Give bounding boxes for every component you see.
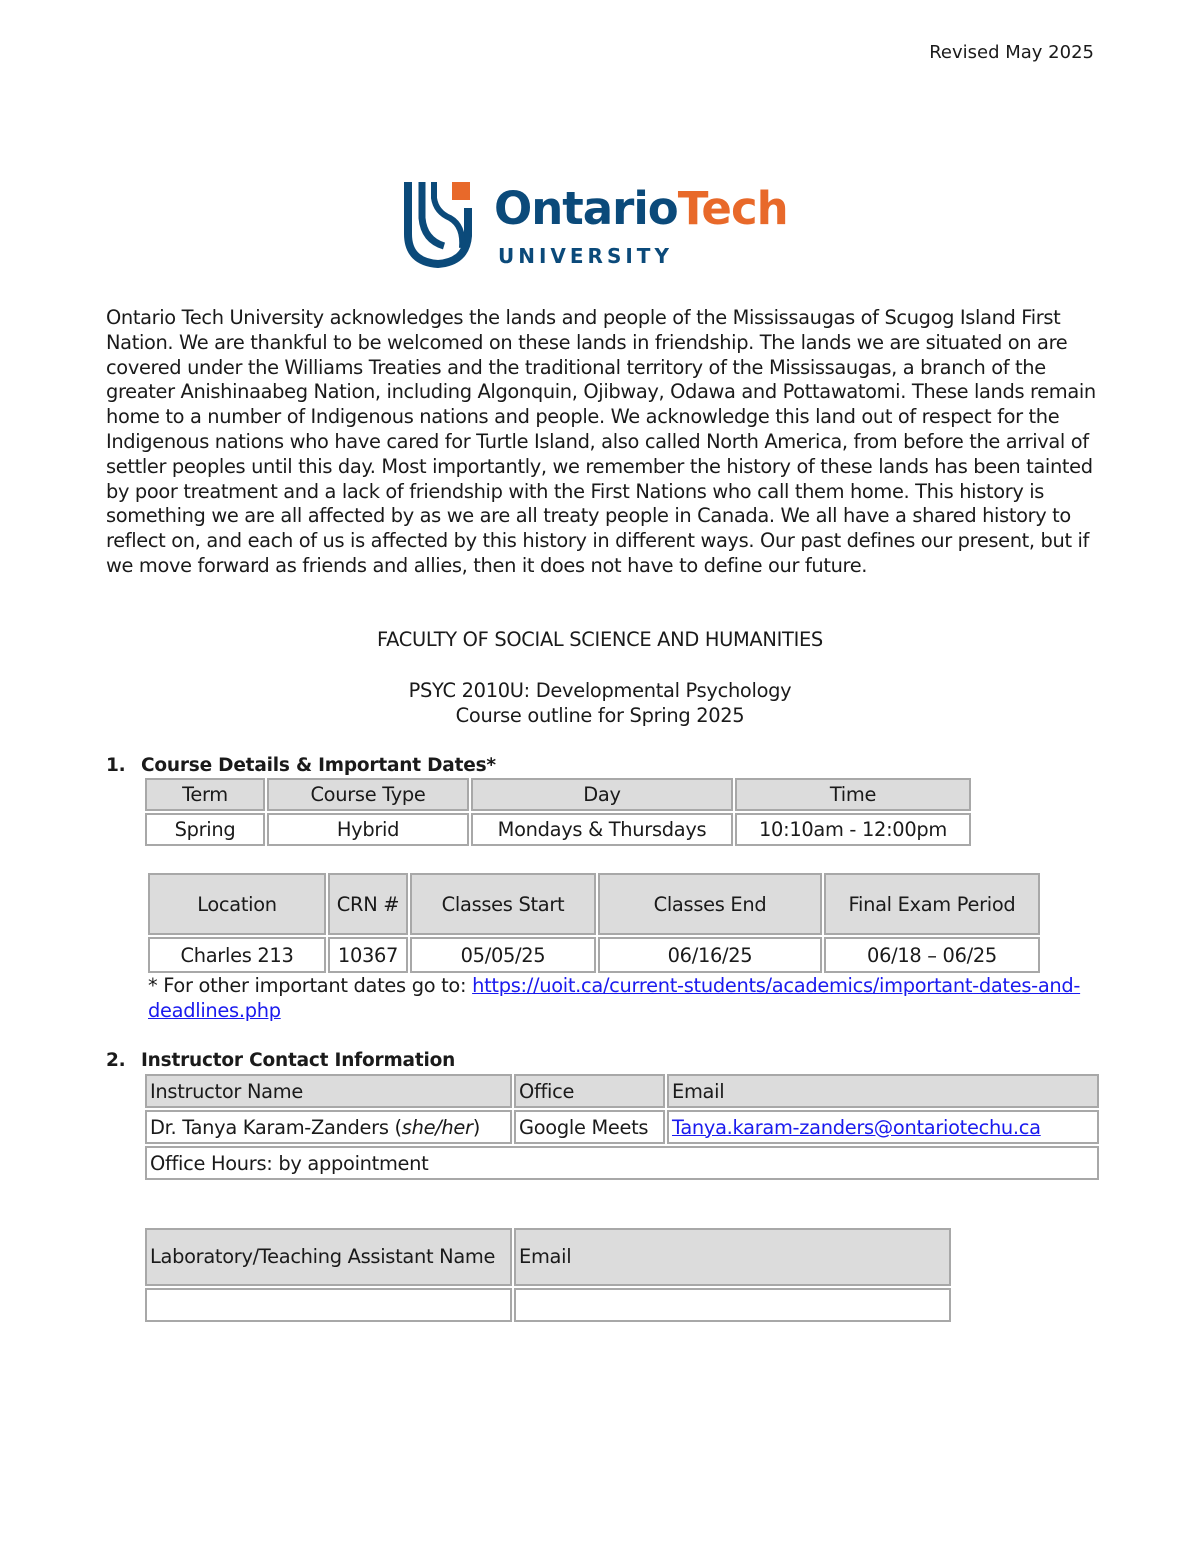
course-outline-term: Course outline for Spring 2025 <box>455 703 745 727</box>
header-email: Email <box>667 1074 1099 1108</box>
section-1-number: 1. <box>106 755 126 776</box>
course-code-title: PSYC 2010U: Developmental Psychology <box>408 679 792 702</box>
header-classes-start: Classes Start <box>410 873 596 935</box>
cell-ta-name <box>145 1288 512 1322</box>
section-2-number: 2. <box>106 1050 126 1071</box>
header-instructor-name: Instructor Name <box>145 1074 512 1108</box>
logo-word-tech: Tech <box>677 182 788 235</box>
revised-date: Revised May 2025 <box>929 42 1094 63</box>
section-1-heading <box>106 755 496 776</box>
instructor-pronouns: she/her <box>401 1115 473 1139</box>
cell-office-hours: Office Hours: by appointment <box>145 1146 1099 1180</box>
header-location: Location <box>148 873 326 935</box>
cell-email <box>667 1110 1099 1144</box>
course-location-dates-table <box>146 871 1042 975</box>
header-office: Office <box>514 1074 665 1108</box>
cell-classes-end: 06/16/25 <box>598 937 822 973</box>
header-ta-email: Email <box>514 1228 951 1286</box>
cell-time: 10:10am - 12:00pm <box>735 813 971 846</box>
header-day: Day <box>471 778 733 811</box>
header-course-type: Course Type <box>267 778 469 811</box>
header-time: Time <box>735 778 971 811</box>
cell-location: Charles 213 <box>148 937 326 973</box>
ontario-tech-logo <box>404 178 804 273</box>
header-final-exam: Final Exam Period <box>824 873 1040 935</box>
note-prefix: * For other important dates go to: <box>148 974 473 997</box>
land-acknowledgement: Ontario Tech University acknowledges the lands and people of the Mississaugas of Scugog Island First Nation. We are thankful to be welcomed on these lands in friendship. The lands we are situated on are covered under the Williams Treaties and the traditional territory of the Mississaugas, a branch of the greater Anishinaabeg Nation, including Algonquin, Ojibway, Odawa and Pottawatomi. These lands remain home to a number of Indigenous nations and people. We acknowledge this land out of respect for the Indigenous nations who have cared for Turtle Island, also called North America, from before the arrival of settler peoples until this day. Most importantly, we remember the history of these lands has been tainted by poor treatment and a lack of friendship with the First Nations who call them home. This history is something we are all affected by as we are all treaty people in Canada. We all have a shared history to reflect on, and each of us is affected by this history in different ways. Our past defines our present, but if we move forward as friends and allies, then it does not have to define our future. <box>106 306 1096 577</box>
header-classes-end: Classes End <box>598 873 822 935</box>
ontario-tech-shield-icon <box>404 178 476 270</box>
logo-university: UNIVERSITY <box>498 244 673 268</box>
instructor-contact-table <box>143 1072 1101 1182</box>
cell-term: Spring <box>145 813 265 846</box>
section-2-heading <box>106 1050 455 1071</box>
header-ta-name: Laboratory/Teaching Assistant Name <box>145 1228 512 1286</box>
cell-crn: 10367 <box>328 937 408 973</box>
course-title-block <box>0 679 1200 728</box>
cell-final-exam: 06/18 – 06/25 <box>824 937 1040 973</box>
header-crn: CRN # <box>328 873 408 935</box>
header-term: Term <box>145 778 265 811</box>
faculty-name: FACULTY OF SOCIAL SCIENCE AND HUMANITIES <box>377 628 823 651</box>
section-1-title: Course Details & Important Dates* <box>141 755 496 776</box>
instructor-email-link[interactable]: Tanya.karam-zanders@ontariotechu.ca <box>672 1115 1041 1139</box>
important-dates-note <box>148 973 1098 1023</box>
cell-office: Google Meets <box>514 1110 665 1144</box>
cell-instructor-name <box>145 1110 512 1144</box>
course-details-table <box>143 776 973 848</box>
cell-day: Mondays & Thursdays <box>471 813 733 846</box>
logo-word-ontario: Ontario <box>494 182 678 235</box>
logo-wordmark <box>494 182 788 235</box>
teaching-assistant-table <box>143 1226 953 1324</box>
section-2-title: Instructor Contact Information <box>141 1050 456 1071</box>
important-dates-link[interactable]: https://uoit.ca/current-students/academics/important-dates-and-deadlines.php <box>148 974 1081 1022</box>
cell-classes-start: 05/05/25 <box>410 937 596 973</box>
cell-ta-email <box>514 1288 951 1322</box>
instructor-name: Dr. Tanya Karam-Zanders ( <box>150 1115 402 1139</box>
instructor-name-close: ) <box>472 1115 480 1139</box>
cell-course-type: Hybrid <box>267 813 469 846</box>
